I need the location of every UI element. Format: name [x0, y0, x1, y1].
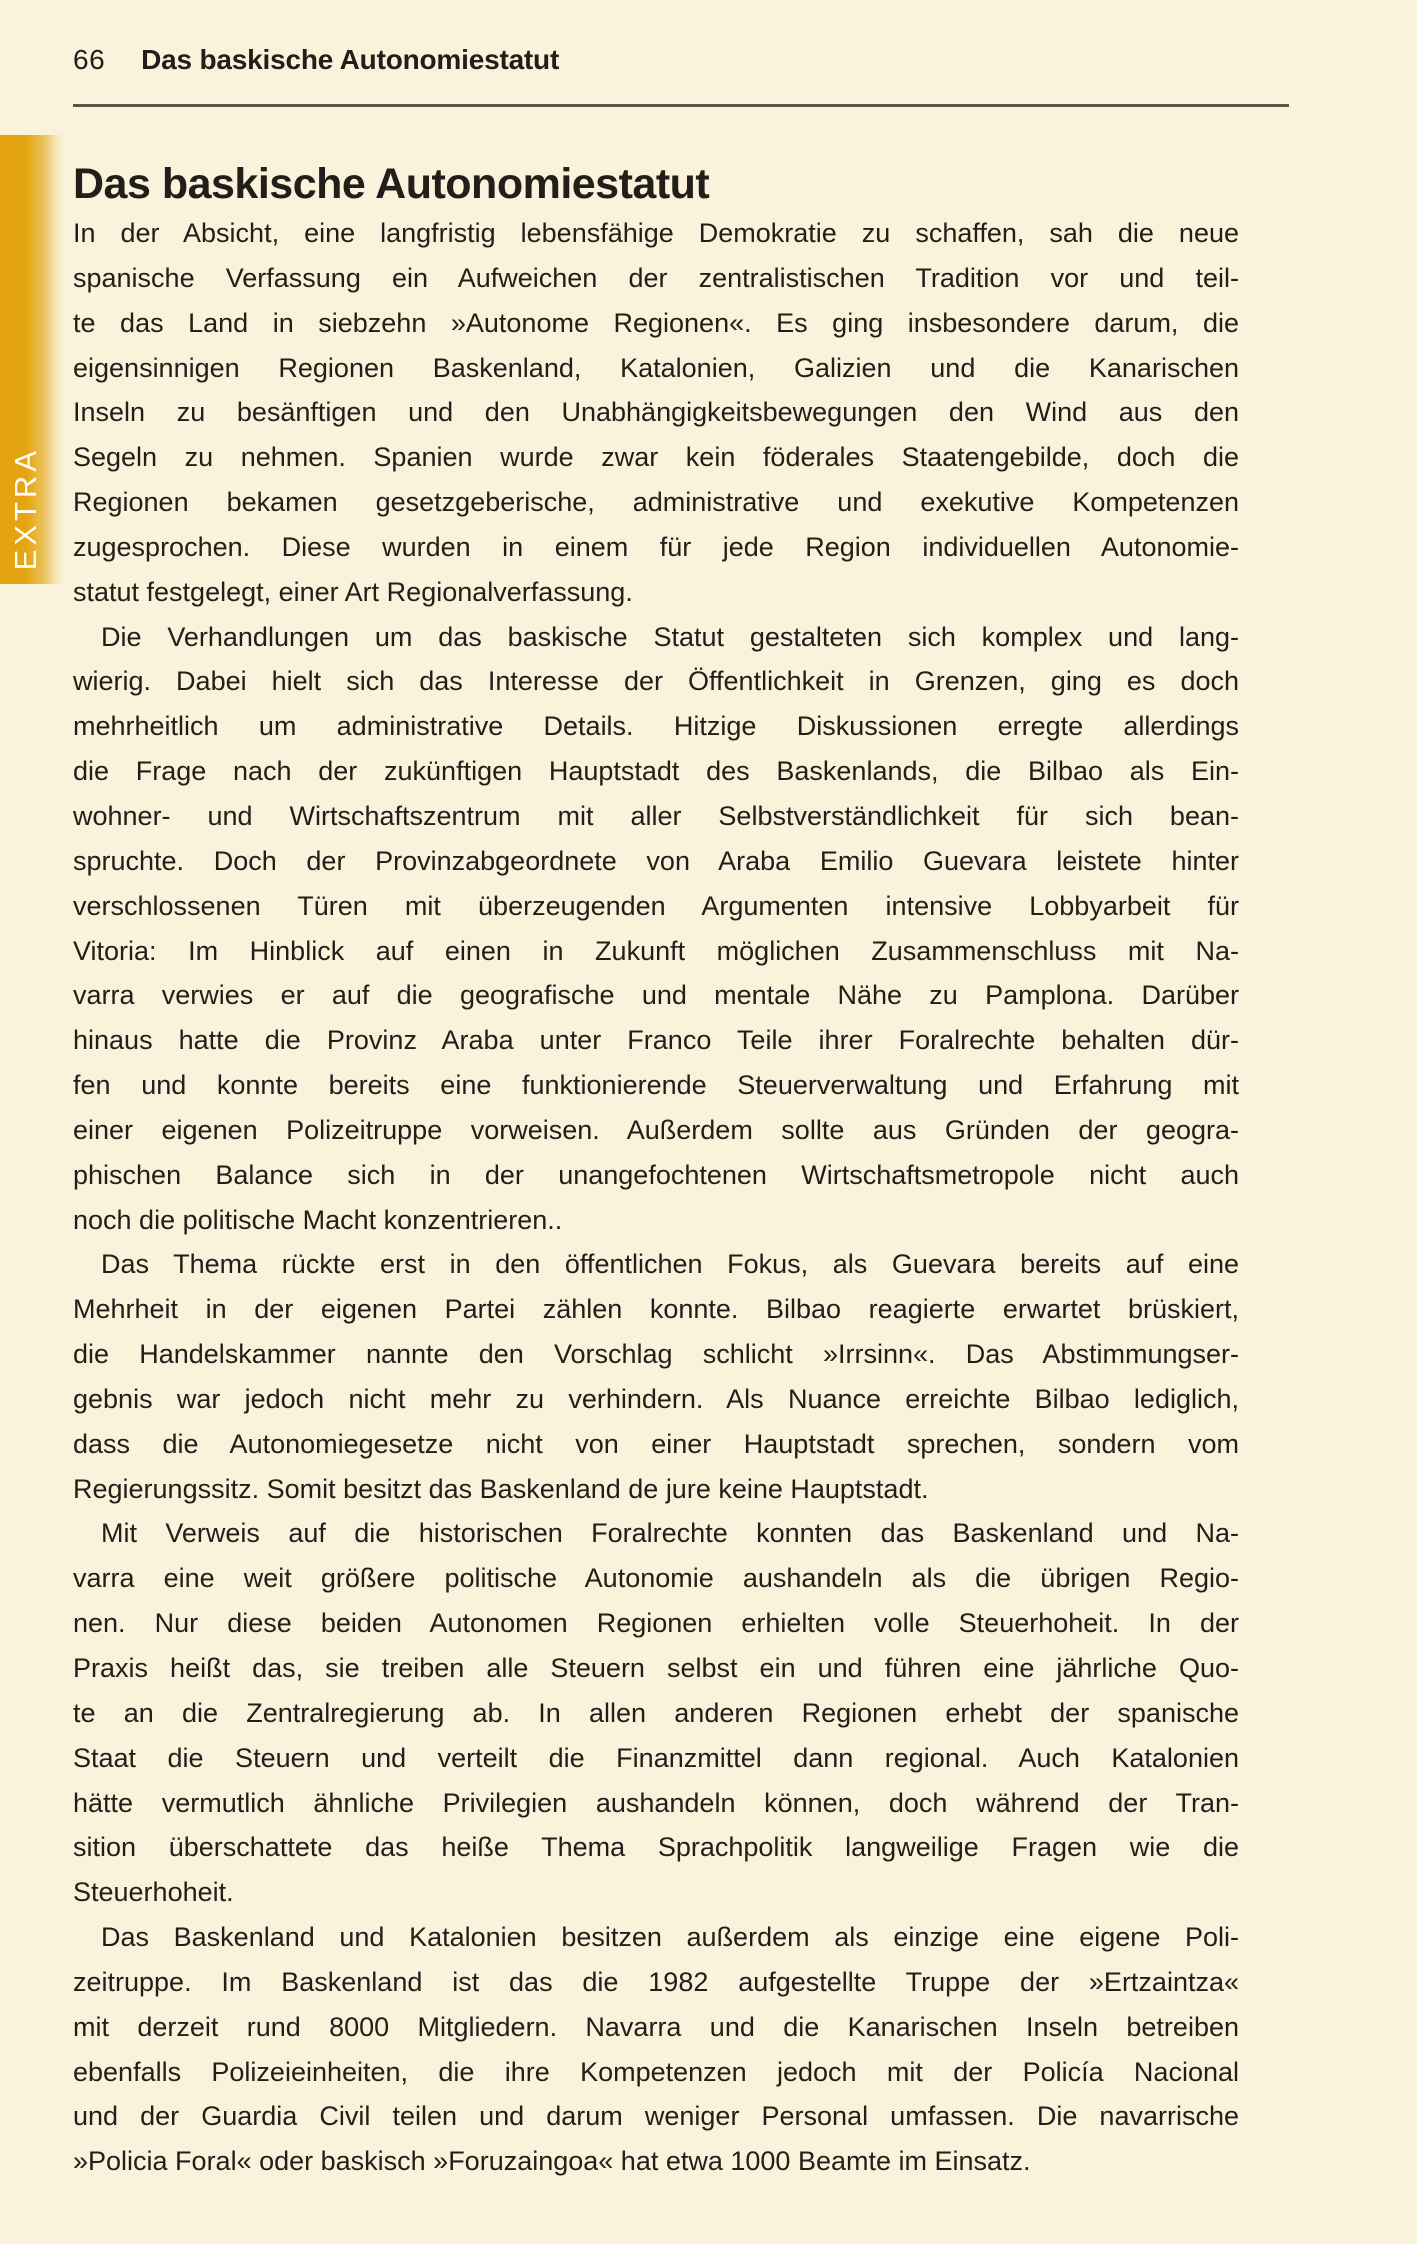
text-line: verschlossenen Türen mit überzeugenden Argumenten intensive Lobbyarbeit für: [73, 890, 1239, 921]
text-line: Regionen bekamen gesetzgeberische, administrative und exekutive Kompetenzen: [73, 487, 1239, 518]
running-title: Das baskische Autonomiestatut: [141, 44, 560, 75]
text-line: Segeln zu nehmen. Spanien wurde zwar kein föderales Staatengebilde, doch die: [73, 442, 1239, 473]
extra-margin-tab: [0, 135, 64, 584]
page-header: [73, 44, 559, 76]
text-line: einer eigenen Polizeitruppe vorweisen. Außerdem sollte aus Gründen der geogra-: [73, 1114, 1239, 1145]
text-line: fen und konnte bereits eine funktionierende Steuerverwaltung und Erfahrung mit: [73, 1070, 1239, 1101]
text-line: »Policia Foral« oder baskisch »Foruzaingoa« hat etwa 1000 Beamte im Einsatz.: [73, 2146, 1031, 2177]
header-divider: [73, 104, 1289, 107]
text-line: Steuerhoheit.: [73, 1877, 234, 1908]
text-line: mit derzeit rund 8000 Mitgliedern. Navarra und die Kanarischen Inseln betreiben: [73, 2011, 1239, 2042]
text-line: Mehrheit in der eigenen Partei zählen konnte. Bilbao reagierte erwartet brüskiert,: [73, 1294, 1239, 1325]
text-line: statut festgelegt, einer Art Regionalverfassung.: [73, 576, 633, 607]
text-line: gebnis war jedoch nicht mehr zu verhindern. Als Nuance erreichte Bilbao lediglich,: [73, 1383, 1239, 1414]
text-line: phischen Balance sich in der unangefochtenen Wirtschaftsmetropole nicht auch: [73, 1159, 1239, 1190]
text-line: und der Guardia Civil teilen und darum weniger Personal umfassen. Die navarrische: [73, 2101, 1239, 2132]
text-line: Die Verhandlungen um das baskische Statut gestalteten sich komplex und lang-: [101, 621, 1239, 652]
text-line: wierig. Dabei hielt sich das Interesse der Öffentlichkeit in Grenzen, ging es doch: [73, 666, 1239, 697]
text-line: Das Thema rückte erst in den öffentlichen Fokus, als Guevara bereits auf eine: [101, 1249, 1239, 1280]
text-line: spruchte. Doch der Provinzabgeordnete von Araba Emilio Guevara leistete hinter: [73, 845, 1239, 876]
text-line: In der Absicht, eine langfristig lebensfähige Demokratie zu schaffen, sah die neue: [73, 218, 1239, 248]
text-line: Mit Verweis auf die historischen Foralrechte konnten das Baskenland und Na-: [101, 1518, 1239, 1549]
text-line: hinaus hatte die Provinz Araba unter Franco Teile ihrer Foralrechte behalten dür-: [73, 1025, 1239, 1056]
text-line: Das Baskenland und Katalonien besitzen außerdem als einzige eine eigene Poli-: [101, 1922, 1239, 1953]
text-line: zeitruppe. Im Baskenland ist das die 1982 aufgestellte Truppe der »Ertzaintza«: [73, 1966, 1239, 1997]
text-line: Regierungssitz. Somit besitzt das Baskenland de jure keine Hauptstadt.: [73, 1473, 929, 1504]
text-line: varra verwies er auf die geografische und mentale Nähe zu Pamplona. Darüber: [73, 980, 1239, 1011]
text-line: die Handelskammer nannte den Vorschlag schlicht »Irrsinn«. Das Abstimmungser-: [73, 1339, 1239, 1370]
text-line: eigensinnigen Regionen Baskenland, Katalonien, Galizien und die Kanarischen: [73, 352, 1239, 383]
text-line: Staat die Steuern und verteilt die Finanzmittel dann regional. Auch Katalonien: [73, 1742, 1239, 1773]
text-line: Vitoria: Im Hinblick auf einen in Zukunft möglichen Zusammenschluss mit Na-: [73, 935, 1239, 966]
text-line: zugesprochen. Diese wurden in einem für jede Region individuellen Autonomie-: [73, 531, 1239, 562]
page-number: 66: [73, 44, 106, 75]
text-line: hätte vermutlich ähnliche Privilegien aushandeln können, doch während der Tran-: [73, 1787, 1239, 1818]
text-line: Praxis heißt das, sie treiben alle Steuern selbst ein und führen eine jährliche Quo-: [73, 1653, 1239, 1683]
text-line: te das Land in siebzehn »Autonome Regionen«. Es ging insbesondere darum, die: [73, 307, 1239, 338]
text-line: sition überschattete das heiße Thema Sprachpolitik langweilige Fragen wie die: [73, 1832, 1239, 1863]
text-line: Inseln zu besänftigen und den Unabhängigkeitsbewegungen den Wind aus den: [73, 397, 1239, 428]
extra-tab-label: EXTRA: [8, 446, 43, 570]
text-line: spanische Verfassung ein Aufweichen der zentralistischen Tradition vor und teil-: [73, 262, 1239, 293]
text-line: varra eine weit größere politische Autonomie aushandeln als die übrigen Regio-: [73, 1563, 1239, 1594]
body-text: [73, 211, 1239, 2184]
text-line: ebenfalls Polizeieinheiten, die ihre Kompetenzen jedoch mit der Policía Nacional: [73, 2056, 1239, 2087]
text-line: dass die Autonomiegesetze nicht von einer Hauptstadt sprechen, sondern vom: [73, 1428, 1239, 1459]
text-line: nen. Nur diese beiden Autonomen Regionen erhielten volle Steuerhoheit. In der: [73, 1608, 1239, 1639]
text-line: noch die politische Macht konzentrieren..: [73, 1204, 563, 1235]
text-line: mehrheitlich um administrative Details. Hitzige Diskussionen erregte allerdings: [73, 711, 1239, 742]
article-title: Das baskische Autonomiestatut: [73, 159, 710, 208]
text-line: wohner- und Wirtschaftszentrum mit aller Selbstverständlichkeit für sich bean-: [73, 800, 1239, 831]
text-line: die Frage nach der zukünftigen Hauptstadt des Baskenlands, die Bilbao als Ein-: [73, 756, 1239, 787]
text-line: te an die Zentralregierung ab. In allen anderen Regionen erhebt der spanische: [73, 1697, 1239, 1728]
